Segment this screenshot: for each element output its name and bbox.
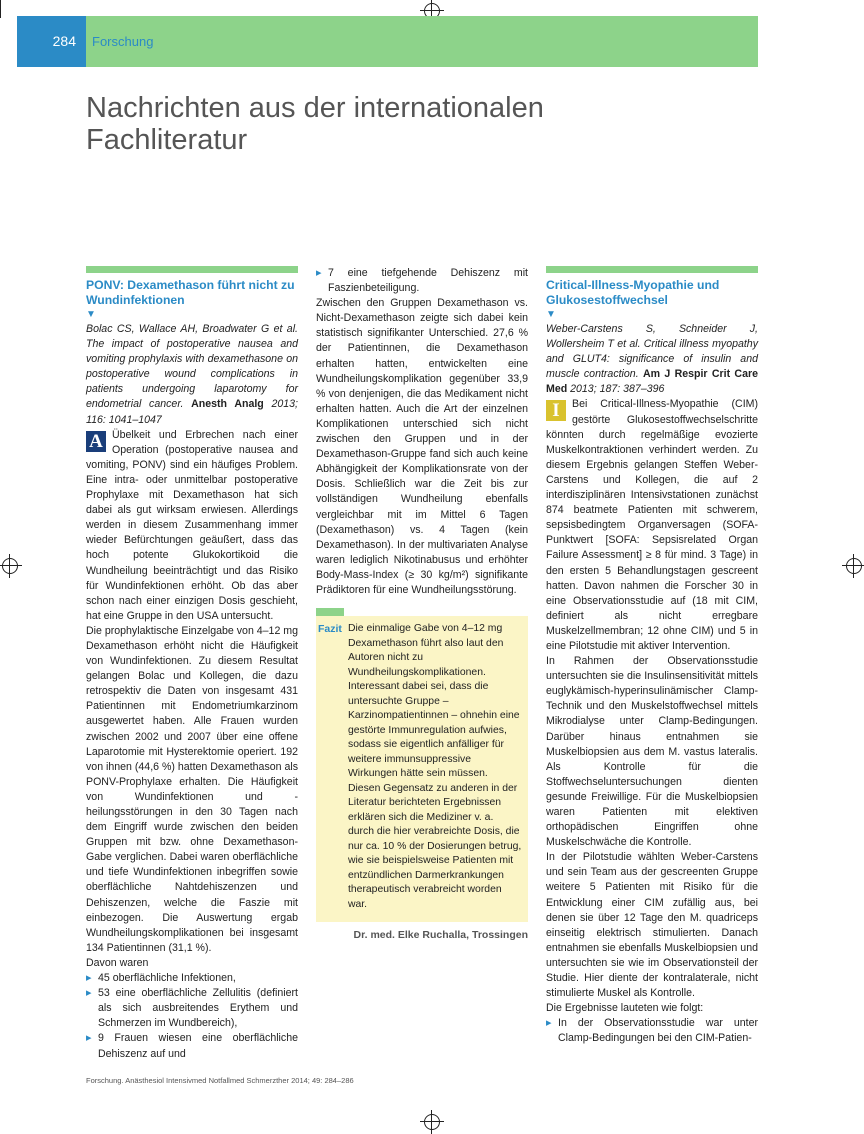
- article-title: PONV: Dexamethason führt nicht zu Wundinfektionen: [86, 278, 295, 307]
- paragraph: Bei Critical-Illness-Myopathie (CIM) gestörte Glukosestoffwechselschritte könnten durch regelmäßige evozierte Muskelkontraktionen verhindert werden. Zu diesem Ergebnis gelangen Steffen Weber-Carstens und Kollegen, die auf 2 interdisziplinären Intensivstationen zunächst 874 beatmete Patienten mit schwerem, sepsisbedingtem Organversagen (SOFA-Punktwert [SOFA: Sepsisrelated Organ Failure Assessment] ≥ 8 für mind. 3 Tage) in den ersten 5 Behandlungstagen gescreent hatten. Davon nahmen die Forscher 30 in eine Observationsstudie auf (18 mit CIM, definiert als nicht erregbare Muskelzellmembran; 12 ohne CIM) und 5 in eine Pilotstudie mit aktiver Intervention.: [546, 398, 758, 652]
- section-name: Forschung: [92, 34, 154, 49]
- bullet-list: [546, 1016, 758, 1046]
- list-item: ▸ In der Observationsstudie war unter Clamp-Bedingungen bei den CIM-Patien-: [546, 1016, 758, 1046]
- citation-authors: Bolac CS, Wallace AH, Broadwater G et al. The impact of postoperative nausea and vomiting prophylaxis with dexamethasone on postoperative wound complications in patients undergoing laparotomy for endometrial cancer.: [86, 323, 298, 411]
- citation-ref: 2013; 187: 387–396: [567, 383, 665, 396]
- article-rule: [546, 266, 758, 273]
- bullet-list: [316, 266, 528, 296]
- citation: [546, 322, 758, 397]
- fazit-box: [316, 616, 528, 922]
- citation-journal: Anesth Analg: [191, 398, 264, 411]
- bullet-list: [86, 971, 298, 1062]
- lead-paragraph: [546, 397, 758, 654]
- paragraph: Die Ergebnisse lauteten wie folgt:: [546, 1002, 704, 1015]
- paragraph: Zwischen den Gruppen Dexamethason vs. Nicht-Dexamethason zeigte sich dabei kein statistisch signifikanter Unterschied. 27,6 % der Patientinnen, die Dexamethason erhalten hatten, entwickelten eine Wundheilungskomplikation gegenüber 33,9 % von denjenigen, die das Medikament nicht erhalten hatten. Auch die Art der einzelnen Komplikationen unterschied sich nicht zwischen den Gruppen und in der Dexamethason-Gruppe fand sich auch keine Abhängigkeit der Komplikationsrate von der Dosis. Schließlich war die Zeit bis zur vollständigen Wundheilung ebenfalls vergleichbar mit im Mittel 6 Tagen (Dexamethason) vs. 4 Tagen (kein Dexamethason). In der multivariaten Analyse waren lediglich Nikotinabusus und erhöhter Body-Mass-Index (≥ 30 kg/m²) signifikante Prädiktoren für eine Wundheilungsstörung.: [316, 297, 528, 596]
- paragraph: In der Pilotstudie wählten Weber-Carstens und sein Team aus der gescreenten Gruppe weitere 5 Patienten mit Risiko für die Entwicklung einer CIM zufällig aus, bei denen sie über 12 Tage den M. quadriceps einseitig elektrisch stimulierten. Danach entnahmen sie ebenfalls Muskelbiopsien und untersuchten sie wie im Observationsteil der Studie. Hier diente der kontralaterale, nicht stimulierte Muskel als Kontrolle.: [546, 851, 758, 1000]
- article-rule: [86, 266, 298, 273]
- page-number: 284: [17, 16, 86, 67]
- drop-initial: A: [86, 431, 106, 452]
- fazit-text: Die einmalige Gabe von 4–12 mg Dexamethason führt also laut den Autoren nicht zu Wundheilungskomplikationen. Interessant dabei sei, dass die untersuchte Gruppe – Karzinompatientinnen – ohnehin eine gestörte Immunregulation aufwies, sodass sie eigentlich anfälliger für weitere immunsuppressive Wirkungen hätte sein müssen. Diesen Gegensatz zu anderen in der Literatur berichteten Ergebnissen erklären sich die Mediziner v. a. durch die hier verabreichte Dosis, die nur ca. 10 % der Dosierungen betrug, wie sie beispielsweise Patienten mit entzündlichen Darmerkrankungen therapeutisch verabreicht worden war.: [348, 623, 522, 910]
- fazit-rule: [316, 608, 344, 616]
- paragraph: Davon waren: [86, 956, 149, 969]
- column-right: [546, 266, 758, 1047]
- citation-journal: Am J Respir Crit Care Med: [546, 368, 758, 396]
- paragraph: Übelkeit und Erbrechen nach einer Operation (postoperative nausea and vomiting, PONV) sind ein häufiges Problem. Eine intra- oder unmittelbar postoperative Prophylaxe mit Dexamethason hat sich dabei als gut wirksam erwiesen. Allerdings werden in diesem Zusammenhang immer wieder Befürchtungen geäußert, dass das hoch potente Glukokortikoid die Wundheilung beeinträchtigt und das Risiko für Wundinfektionen erhöht. Ob das aber schon nach einer einzigen Dosis geschieht, hat eine Gruppe in den USA untersucht.: [86, 428, 298, 622]
- list-item: ▸ 9 Frauen wiesen eine oberflächliche Dehiszenz auf und: [86, 1031, 298, 1061]
- column-left: [86, 266, 298, 1062]
- fazit-label: Fazit: [318, 623, 342, 636]
- citation: [86, 322, 298, 428]
- column-middle: [316, 266, 528, 943]
- footer-citation: Forschung. Anästhesiol Intensivmed Notfallmed Schmerzther 2014; 49: 284–286: [86, 1076, 354, 1085]
- page-title: Nachrichten aus der internationalen Fachliteratur: [86, 92, 544, 156]
- citation-authors: Weber-Carstens S, Schneider J, Wollersheim T et al. Critical illness myopathy and GLUT4: significance of insulin and muscle contraction.: [546, 323, 758, 381]
- crop-mark-icon: [424, 1114, 440, 1130]
- triangle-down-icon: ▼: [546, 309, 556, 320]
- drop-initial: I: [546, 400, 566, 421]
- paragraph: Die prophylaktische Einzelgabe von 4–12 mg Dexamethason erhöht nicht die Häufigkeit von Wundinfektionen. Zu diesem Resultat gelangen Bolac und Kollegen, die dazu retrospektiv die Daten von insgesamt 431 Patientinnen mit Endometriumkarzinom ausgewertet haben. Alle Frauen wurden zwischen 2002 und 2007 über eine offene Laparotomie mit Hysterektomie operiert. 192 von ihnen (44,6 %) hatten Dexamethason als PONV-Prophylaxe erhalten. Die Häufigkeit von Wundinfektionen und -heilungsstörungen in den 30 Tagen nach dem Eingriff wurde zwischen den beiden Gruppen mit bzw. ohne Dexamethason-Gabe verglichen. Dabei waren oberflächliche und tiefe Wundinfektionen inbegriffen sowie oberflächliche Nahtdehiszenzen und Dehiszenzen, welche die Faszie mit einbezogen. Die Auswertung ergab Wundheilungskomplikationen bei insgesamt 134 Patientinnen (31,1 %).: [86, 624, 299, 954]
- article-title: Critical-Illness-Myopathie und Glukosestoffwechsel: [546, 278, 720, 307]
- citation-ref: 2013; 116: 1041–1047: [86, 398, 298, 426]
- list-item: ▸ 7 eine tiefgehende Dehiszenz mit Faszienbeteiligung.: [316, 266, 528, 296]
- trim-line: [0, 0, 1, 18]
- list-item: ▸ 53 eine oberflächliche Zellulitis (definiert als sich ausbreitendes Erythem und Schmerzen im Wundbereich),: [86, 986, 298, 1031]
- author-signature: Dr. med. Elke Ruchalla, Trossingen: [353, 929, 528, 942]
- paragraph: In Rahmen der Observationsstudie untersuchten sie die Insulinsensitivität mittels euglykämisch-hyperinsulinämischer Clamp-Technik und den Muskelstoffwechsel mittels Mikrodialyse unter Clamp-Bedingungen. Darüber hinaus entnahmen sie Muskelbiopsien aus dem M. vastus lateralis. Als Kontrolle für die Stoffwechseluntersuchungen dienten gesunde Freiwillige. Für die Muskelbiopsien waren Patienten mit elektiven orthopädischen Eingriffen ohne Muskelschwäche die Kontrolle.: [546, 655, 758, 849]
- triangle-down-icon: ▼: [86, 309, 96, 320]
- list-item: ▸ 45 oberflächliche Infektionen,: [86, 971, 298, 986]
- header-bar: [17, 16, 758, 67]
- crop-mark-icon: [2, 558, 18, 574]
- crop-mark-icon: [846, 558, 862, 574]
- lead-paragraph: [86, 428, 298, 624]
